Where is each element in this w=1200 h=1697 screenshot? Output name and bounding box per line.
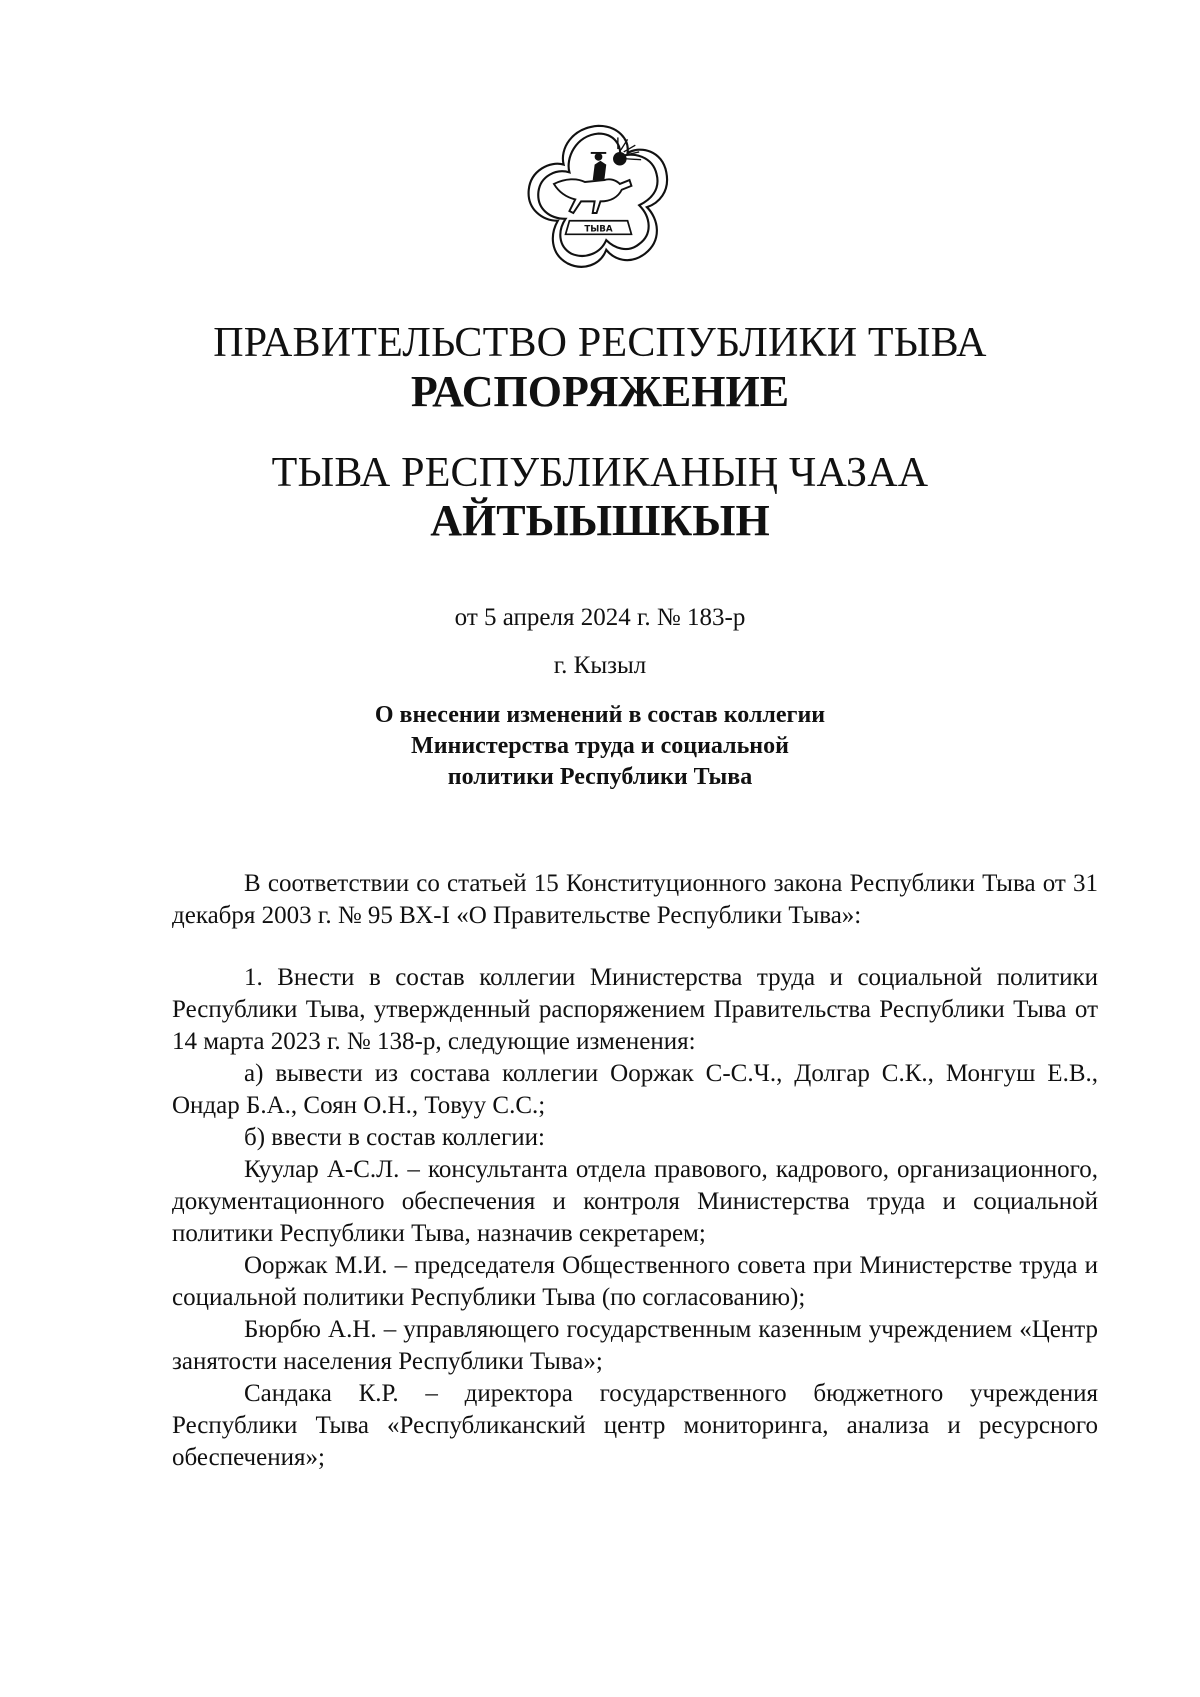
document-type-tyv: АЙТЫЫШКЫН [430,496,770,545]
government-title-tyv: ТЫВА РЕСПУБЛИКАНЫҢ ЧАЗАА [271,450,929,496]
document-type-ru: РАСПОРЯЖЕНИЕ [410,367,790,416]
government-title-ru: ПРАВИТЕЛЬСТВО РЕСПУБЛИКИ ТЫВА [213,320,987,366]
document-title [120,700,1080,793]
title-line: О внесении изменений в состав коллегии [374,702,826,728]
document-city: г. Кызыл [553,652,647,679]
paragraph-gap [172,932,1098,962]
member-paragraph: Бюрбю А.Н. – управляющего государственным казенным учреждением «Центр занятости населения Республики Тыва»; [172,1316,1098,1375]
item-1b-paragraph: б) ввести в состав коллегии: [244,1124,545,1151]
item-1-paragraph: 1. Внести в состав коллегии Министерства труда и социальной политики Республики Тыва, утвержденный распоряжением Правительства Республики Тыва от 14 марта 2023 г. № 138-р, следующие изменения: [172,964,1098,1055]
title-line: политики Республики Тыва [447,764,753,790]
title-line: Министерства труда и социальной [411,733,789,759]
document-date-number: от 5 апреля 2024 г. № 183-р [454,604,746,631]
member-paragraph: Сандака К.Р. – директора государственного бюджетного учреждения Республики Тыва «Республиканский центр мониторинга, анализа и ресурсного обеспечения»; [172,1380,1098,1471]
member-paragraph: Куулар А-С.Л. – консультанта отдела правового, кадрового, организационного, документационного обеспечения и контроля Министерства труда и социальной политики Республики Тыва, назначив секретарем; [172,1156,1098,1247]
item-1a-paragraph: а) вывести из состава коллегии Ооржак С-С.Ч., Долгар С.К., Монгуш Е.В., Ондар Б.А., Соян О.Н., Товуу С.С.; [172,1060,1098,1119]
svg-text:ТЫВА: ТЫВА [584,224,613,235]
preamble-paragraph: В соответствии со статьей 15 Конституционного закона Республики Тыва от 31 декабря 2003 г. № 95 ВХ-I «О Правительстве Республики Тыва»: [172,870,1098,929]
member-paragraph: Ооржак М.И. – председателя Общественного совета при Министерстве труда и социальной политики Республики Тыва (по согласованию); [172,1252,1098,1311]
tuva-emblem [521,120,676,275]
document-body [172,868,1098,1474]
